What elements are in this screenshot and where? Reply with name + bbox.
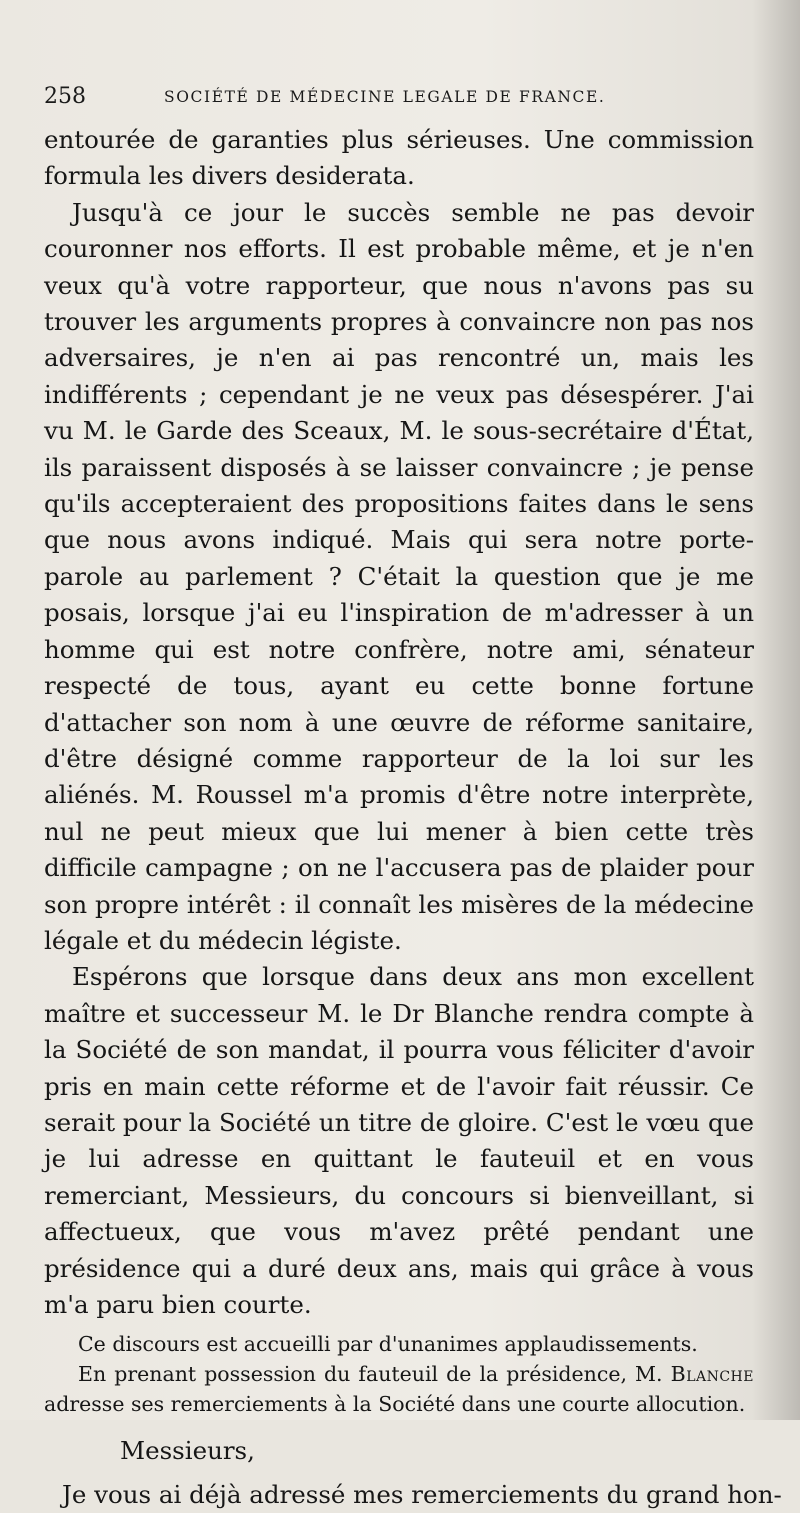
note-allocution-name: Blanche [670,1362,754,1387]
page-body [44,122,782,1513]
note-allocution [44,1359,754,1419]
page-number: 258 [44,84,86,109]
paragraph-hope: Espérons que lorsque dans deux ans mon excellent maître et successeur M. le Dr Blanche rendra compte à la Société de son mandat, il pourra vous féliciter d'avoir pris en main cette réforme et de l'avoir fait réussir. Ce serait pour la Société un titre de gloire. C'est le vœu que je lui adresse en quittant le fauteuil et en vous remerciant, Messieurs, du concours si bienveillant, si affectueux, que vous m'avez prêté pendant une présidence qui a duré deux ans, mais qui grâce à vous m'a paru bien courte. [44,962,754,1319]
speech-first-line: Je vous ai déjà adressé mes remerciements du grand hon- [62,1480,782,1510]
running-title: SOCIÉTÉ DE MÉDECINE LEGALE DE FRANCE. [164,88,606,106]
note-applause: Ce discours est accueilli par d'unanimes applaudissements. [78,1332,698,1357]
paragraph-continued: entourée de garanties plus sérieuses. Une commission formula les divers desiderata. [44,125,754,191]
note-allocution-text-start: En prenant possession du fauteuil de la présidence, M. [78,1362,663,1387]
note-allocution-text-end: adresse ses remerciements à la Société dans une courte allocution. [44,1392,746,1417]
speech-salutation: Messieurs, [120,1436,255,1466]
paragraph-efforts: Jusqu'à ce jour le succès semble ne pas devoir couronner nos efforts. Il est probable même, et je n'en veux qu'à votre rapporteur, que nous n'avons pas su trouver les arguments propres à convaincre non pas nos adversaires, je n'en ai pas rencontré un, mais les indifférents ; cependant je ne veux pas désespérer. J'ai vu M. le Garde des Sceaux, M. le sous-secrétaire d'État, ils paraissent disposés à se laisser convaincre ; je pense qu'ils accepteraient des propositions faites dans le sens que nous avons indiqué. Mais qui sera notre porte-parole au parlement ? C'était la question que je me posais, lorsque j'ai eu l'inspiration de m'adresser à un homme qui est notre confrère, notre ami, sénateur respecté de tous, ayant eu cette bonne fortune d'attacher son nom à une œuvre de réforme sanitaire, d'être désigné comme rapporteur de la loi sur les aliénés. M. Roussel m'a promis d'être notre interprète, nul ne peut mieux que lui mener à bien cette très difficile campagne ; on ne l'accusera pas de plaider pour son propre intérêt : il connaît les misères de la médecine légale et du médecin légiste. [44,197,754,955]
